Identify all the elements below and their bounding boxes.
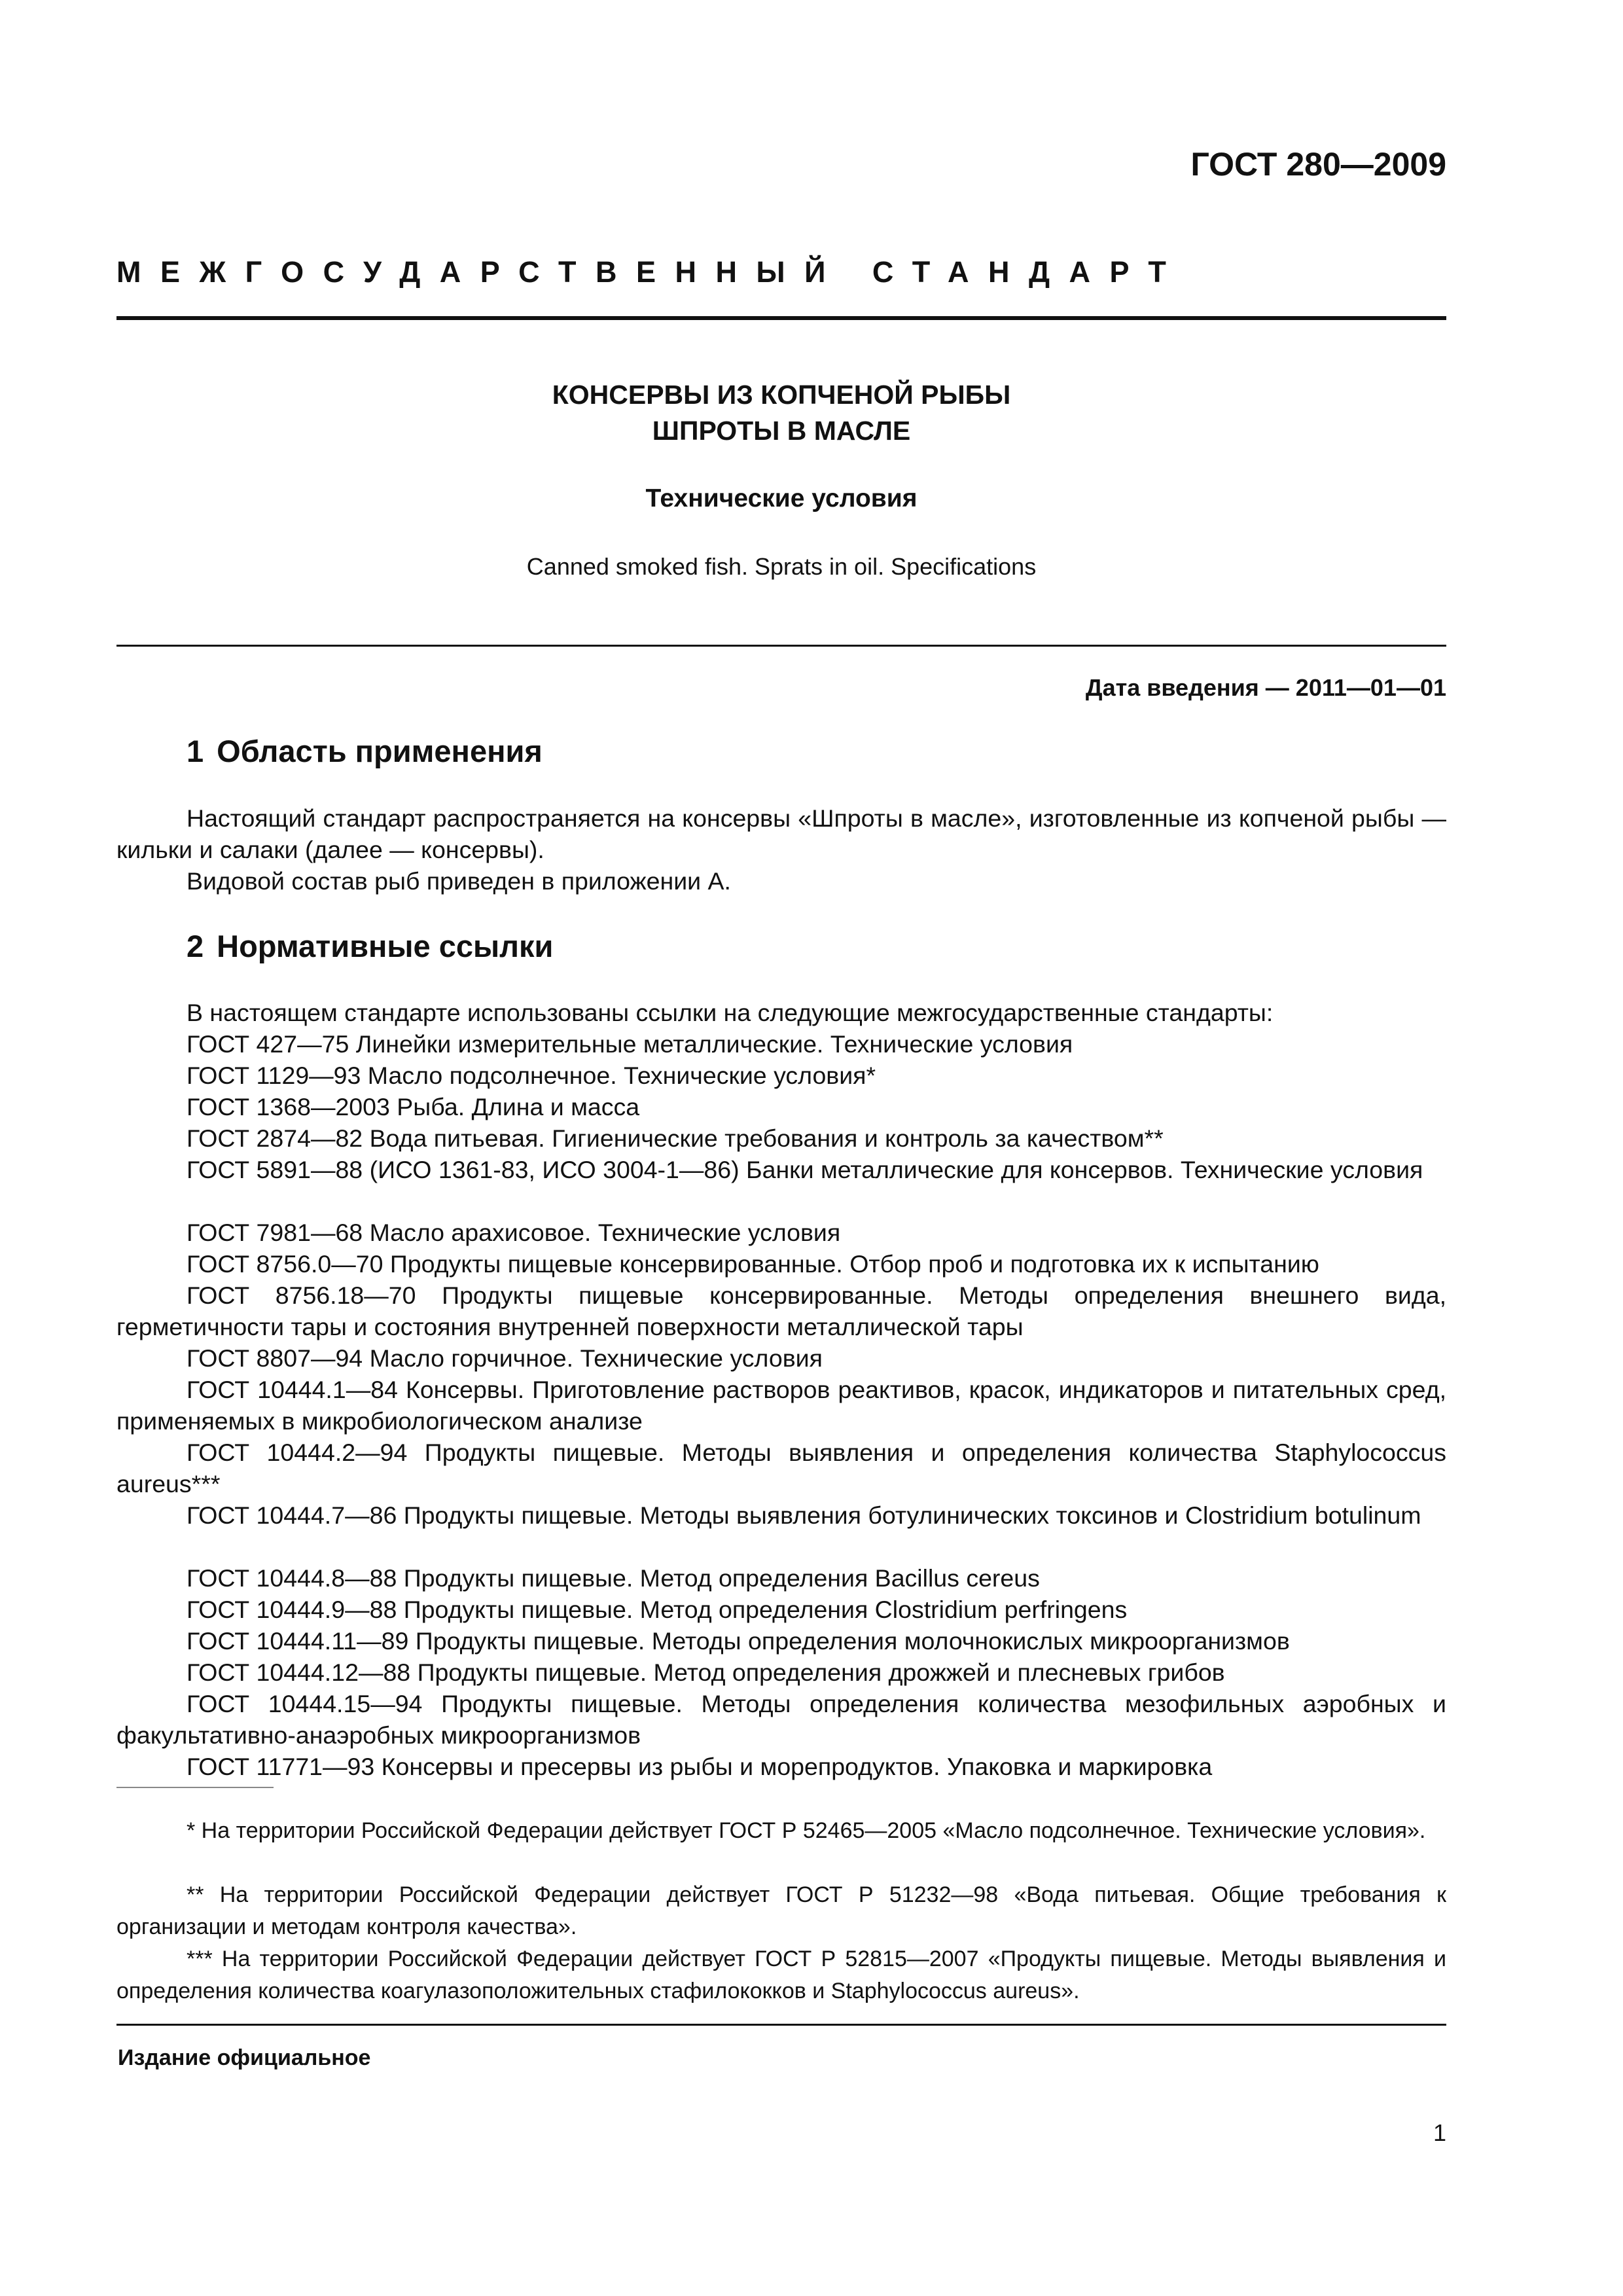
section-number: 1 — [187, 734, 204, 768]
footnote: *** На территории Российской Федерации действует ГОСТ Р 52815—2007 «Продукты пищевые. Методы выявления и определения количества коагулазоположительных стафилококков и Staphylococcus aureus». — [116, 1946, 1446, 2003]
reference-item: ГОСТ 10444.8—88 Продукты пищевые. Метод определения Bacillus cereus — [187, 1564, 1040, 1592]
reference-item: ГОСТ 10444.7—86 Продукты пищевые. Методы выявления ботулинических токсинов и Clostridium botulinum — [187, 1501, 1421, 1529]
document-title-line-1: КОНСЕРВЫ ИЗ КОПЧЕНОЙ РЫБЫ — [552, 380, 1011, 410]
introduction-date: Дата введения — 2011—01—01 — [1085, 674, 1446, 701]
document-subtitle: Технические условия — [645, 484, 918, 512]
title-divider — [116, 645, 1446, 647]
footer-divider — [116, 2024, 1446, 2026]
edition-label: Издание официальное — [118, 2045, 371, 2070]
header-divider — [116, 316, 1446, 320]
standard-type-banner: МЕЖГОСУДАРСТВЕННЫЙ СТАНДАРТ — [116, 255, 1186, 289]
reference-item: ГОСТ 10444.9—88 Продукты пищевые. Метод определения Clostridium perfringens — [187, 1596, 1128, 1623]
footnote-divider — [116, 1787, 274, 1788]
reference-item: ГОСТ 10444.12—88 Продукты пищевые. Метод определения дрожжей и плесневых грибов — [187, 1659, 1225, 1686]
section-title: Область применения — [217, 734, 543, 768]
paragraph: Настоящий стандарт распространяется на консервы «Шпроты в масле», изготовленные из копченой рыбы — кильки и салаки (далее — консервы). — [116, 804, 1446, 863]
document-title-line-2: ШПРОТЫ В МАСЛЕ — [652, 416, 911, 446]
paragraph: Видовой состав рыб приведен в приложении А. — [187, 867, 731, 895]
reference-item: ГОСТ 1368—2003 Рыба. Длина и масса — [187, 1093, 640, 1121]
reference-item: ГОСТ 2874—82 Вода питьевая. Гигиенические требования и контроль за качеством** — [187, 1124, 1164, 1152]
footnote: ** На территории Российской Федерации действует ГОСТ Р 51232—98 «Вода питьевая. Общие требования к организации и методам контроля качества». — [116, 1882, 1446, 1939]
reference-item: ГОСТ 10444.1—84 Консервы. Приготовление растворов реактивов, красок, индикаторов и питательных сред, применяемых в микробиологическом анализе — [116, 1376, 1446, 1435]
section-number: 2 — [187, 929, 204, 963]
footnote: * На территории Российской Федерации действует ГОСТ Р 52465—2005 «Масло подсолнечное. Технические условия». — [187, 1818, 1426, 1843]
reference-item: ГОСТ 11771—93 Консервы и пресервы из рыбы и морепродуктов. Упаковка и маркировка — [187, 1753, 1213, 1780]
reference-item: ГОСТ 427—75 Линейки измерительные металлические. Технические условия — [187, 1030, 1073, 1058]
reference-item: ГОСТ 8756.18—70 Продукты пищевые консервированные. Методы определения внешнего вида, герметичности тары и состояния внутренней поверхности металлической тары — [116, 1282, 1446, 1340]
reference-item: ГОСТ 10444.2—94 Продукты пищевые. Методы выявления и определения количества Staphylococcus aureus*** — [116, 1439, 1446, 1498]
reference-item: ГОСТ 1129—93 Масло подсолнечное. Технические условия* — [187, 1062, 876, 1089]
reference-item: ГОСТ 5891—88 (ИСО 1361-83, ИСО 3004-1—86) Банки металлические для консервов. Технические условия — [187, 1156, 1423, 1183]
reference-item: ГОСТ 10444.15—94 Продукты пищевые. Методы определения количества мезофильных аэробных и факультативно-анаэробных микроорганизмов — [116, 1690, 1446, 1749]
references-intro: В настоящем стандарте использованы ссылки на следующие межгосударственные стандарты: — [187, 999, 1274, 1026]
reference-item: ГОСТ 8807—94 Масло горчичное. Технические условия — [187, 1344, 823, 1372]
reference-item: ГОСТ 8756.0—70 Продукты пищевые консервированные. Отбор проб и подготовка их к испытанию — [187, 1250, 1319, 1278]
section-heading — [187, 733, 543, 769]
reference-item: ГОСТ 10444.11—89 Продукты пищевые. Методы определения молочнокислых микроорганизмов — [187, 1627, 1290, 1655]
page-number: 1 — [1433, 2119, 1446, 2146]
section-title: Нормативные ссылки — [217, 929, 554, 963]
english-title: Canned smoked fish. Sprats in oil. Specifications — [526, 553, 1037, 580]
reference-item: ГОСТ 7981—68 Масло арахисовое. Технические условия — [187, 1219, 841, 1246]
document-number: ГОСТ 280—2009 — [1190, 146, 1446, 183]
section-heading — [187, 928, 553, 964]
